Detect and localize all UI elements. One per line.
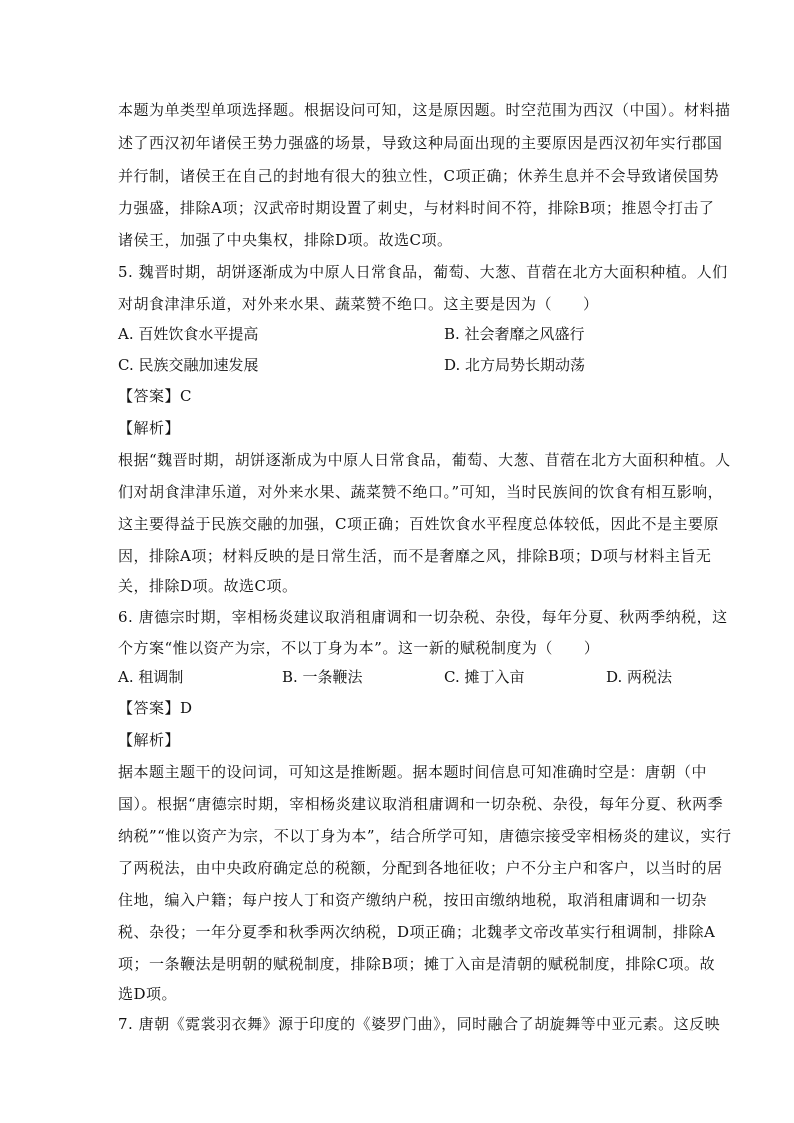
question-5-analysis: 根据“魏晋时期，胡饼逐渐成为中原人日常食品，葡萄、大葱、苜蓿在北方大面积种植。人 (118, 451, 731, 469)
question-6-analysis: 项；一条鞭法是明朝的赋税制度，排除B项；摊丁入亩是清朝的赋税制度，排除C项。故 (118, 955, 716, 973)
analysis-line: 力强盛，排除A项；汉武帝时期设置了刺史，与材料时间不符，排除B项；推恩令打击了 (118, 199, 715, 217)
question-5-option-b: B. 社会奢靡之风盛行 (444, 325, 585, 343)
question-6-analysis: 税、杂役；一年分夏季和秋季两次纳税，D项正确；北魏孝文帝改革实行租调制，排除A (118, 923, 716, 941)
question-5-option-c: C. 民族交融加速发展 (118, 356, 259, 374)
analysis-line: 本题为单类型单项选择题。根据设问可知，这是原因题。时空范围为西汉（中国）。材料描 (118, 101, 731, 119)
analysis-line: 并行制，诸侯王在自己的封地有很大的独立性，C项正确；休养生息并不会导致诸侯国势 (118, 167, 719, 185)
question-6-option-d: D. 两税法 (606, 668, 673, 686)
question-5-answer: 【答案】C (118, 387, 192, 405)
question-6-option-c: C. 摊丁入亩 (444, 668, 525, 686)
question-6-answer: 【答案】D (118, 699, 193, 717)
question-5-analysis: 关，排除D项。故选C项。 (118, 577, 298, 595)
question-6-analysis: 纳税”“惟以资产为宗，不以丁身为本”，结合所学可知，唐德宗接受宰相杨炎的建议，实行 (118, 827, 732, 845)
question-6-stem: 6. 唐德宗时期，宰相杨炎建议取消租庸调和一切杂税、杂役，每年分夏、秋两季纳税，这 (118, 608, 728, 626)
question-5-option-a: A. 百姓饮食水平提高 (118, 325, 259, 343)
question-6-analysis: 国）。根据“唐德宗时期，宰相杨炎建议取消租庸调和一切杂税、杂役，每年分夏、秋两季 (118, 795, 724, 813)
question-5-stem: 5. 魏晋时期，胡饼逐渐成为中原人日常食品，葡萄、大葱、苜蓿在北方大面积种植。人们 (118, 263, 728, 281)
question-5-analysis: 因，排除A项；材料反映的是日常生活，而不是奢靡之风，排除B项；D项与材料主旨无 (118, 547, 712, 565)
analysis-line: 诸侯王，加强了中央集权，排除D项。故选C项。 (118, 231, 453, 249)
question-6-analysis: 了两税法，由中央政府确定总的税额，分配到各地征收；户不分主户和客户，以当时的居 (118, 859, 723, 877)
question-5-analysis: 这主要得益于民族交融的加强，C项正确；百姓饮食水平程度总体较低，因此不是主要原 (118, 515, 719, 533)
question-6-option-a: A. 租调制 (118, 668, 184, 686)
question-5-analysis: 们对胡食津津乐道，对外来水果、蔬菜赞不绝口。”可知，当时民族间的饮食有相互影响， (118, 483, 724, 501)
question-6-analysis: 住地，编入户籍；每户按人丁和资产缴纳户税，按田亩缴纳地税，取消租庸调和一切杂 (118, 891, 708, 909)
question-6-stem: 个方案“惟以资产为宗，不以丁身为本”。这一新的赋税制度为（ ） (118, 639, 600, 657)
analysis-line: 述了西汉初年诸侯王势力强盛的场景，导致这种局面出现的主要原因是西汉初年实行郡国 (118, 134, 723, 152)
question-5-analysis-header: 【解析】 (118, 419, 181, 437)
question-6-option-b: B. 一条鞭法 (282, 668, 363, 686)
question-5-option-d: D. 北方局势长期动荡 (444, 356, 586, 374)
question-5-stem: 对胡食津津乐道，对外来水果、蔬菜赞不绝口。这主要是因为（ ） (118, 295, 599, 313)
question-6-analysis-header: 【解析】 (118, 731, 181, 749)
question-7-stem: 7. 唐朝《霓裳羽衣舞》源于印度的《婆罗门曲》，同时融合了胡旋舞等中亚元素。这反映 (118, 1015, 721, 1033)
question-6-analysis: 据本题主题干的设问词，可知这是推断题。据本题时间信息可知准确时空是：唐朝（中 (118, 763, 708, 781)
question-6-analysis: 选D项。 (118, 985, 178, 1003)
